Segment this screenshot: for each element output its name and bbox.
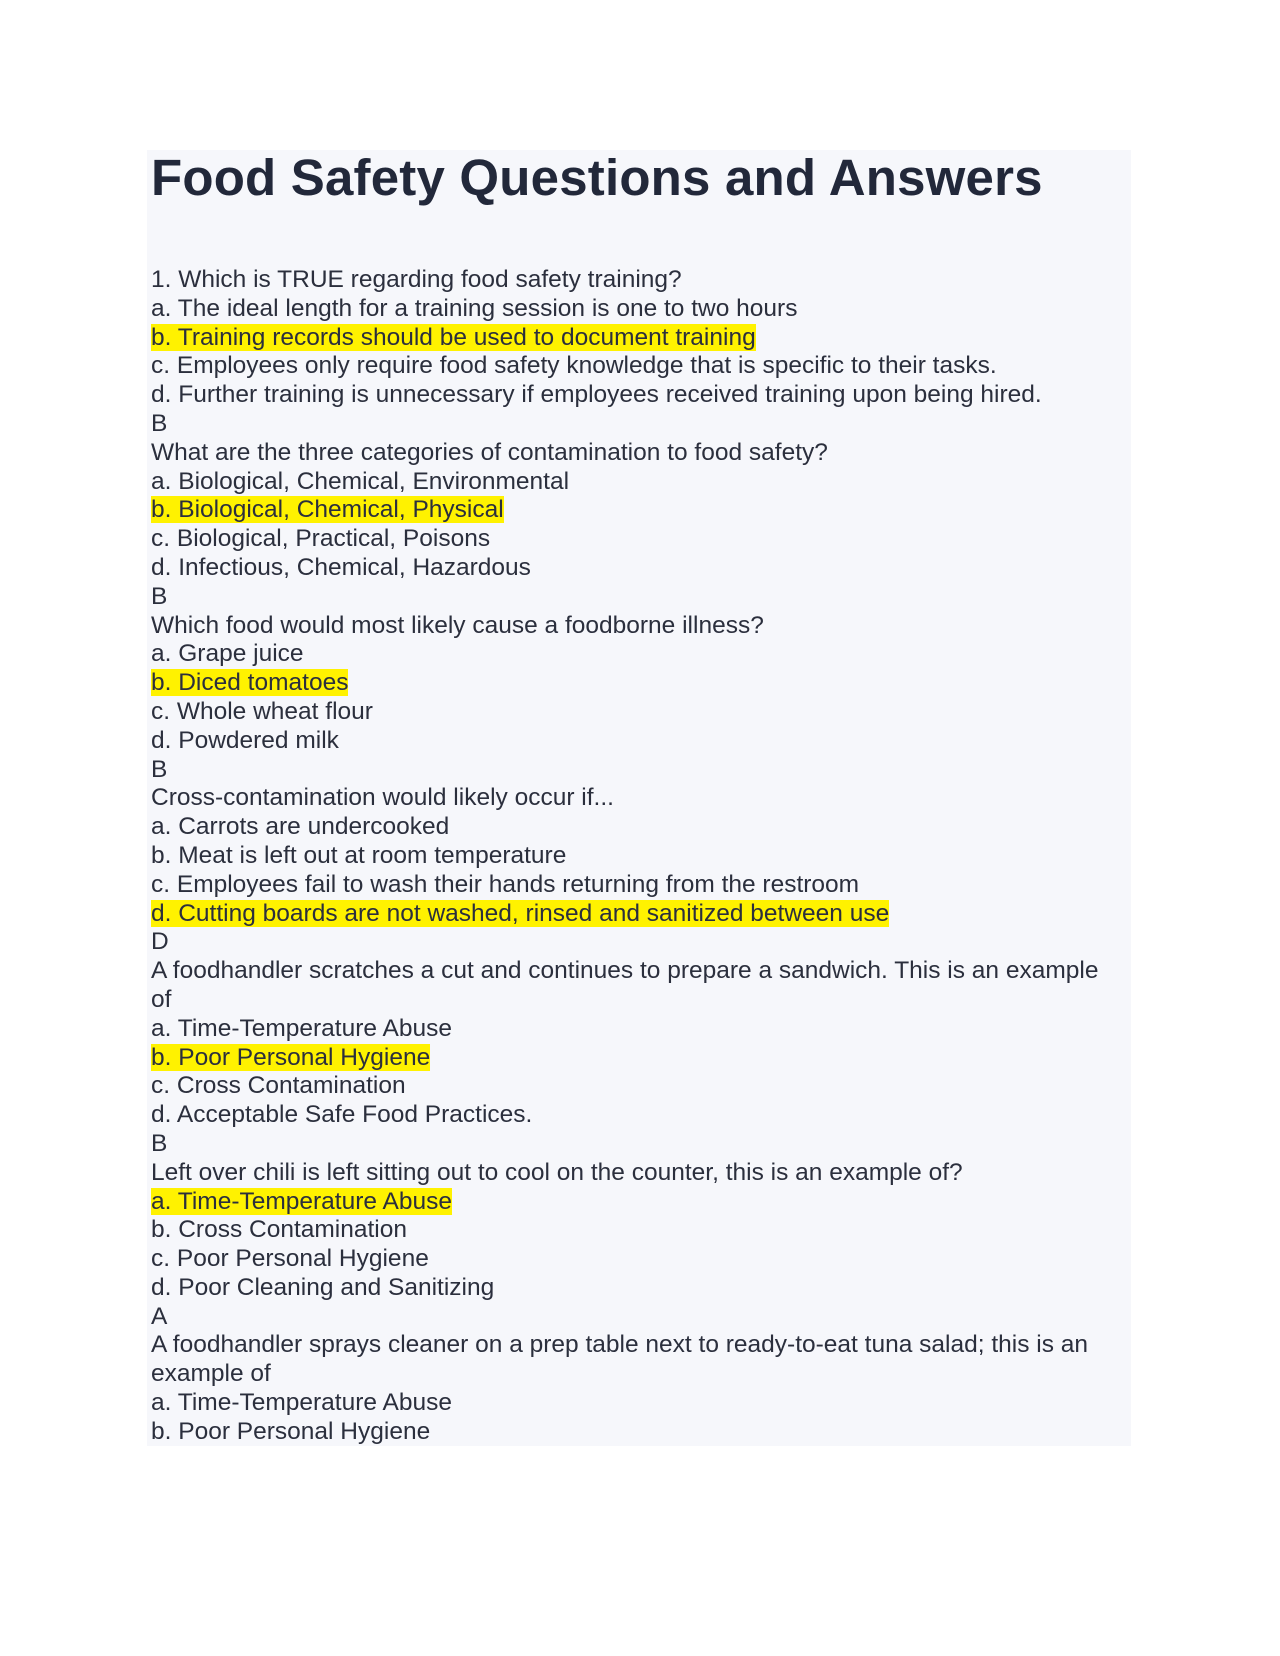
text-line bbox=[151, 612, 1131, 641]
line-text: D bbox=[151, 928, 169, 956]
line-text: b. Cross Contamination bbox=[151, 1216, 408, 1244]
line-text: c. Cross Contamination bbox=[151, 1072, 406, 1100]
text-line bbox=[151, 525, 1131, 554]
text-line bbox=[151, 1159, 1131, 1188]
line-text: Cross-contamination would likely occur if... bbox=[151, 784, 614, 812]
text-line bbox=[151, 1245, 1131, 1274]
text-line bbox=[151, 1389, 1131, 1418]
line-text: a. Time-Temperature Abuse bbox=[151, 1014, 452, 1042]
line-text: a. The ideal length for a training session is one to two hours bbox=[151, 294, 798, 322]
text-line bbox=[151, 410, 1131, 439]
line-text: Which food would most likely cause a foodborne illness? bbox=[151, 611, 764, 639]
page-title: Food Safety Questions and Answers bbox=[151, 149, 1043, 206]
text-line bbox=[151, 1072, 1131, 1101]
line-text: c. Employees only require food safety knowledge that is specific to their tasks. bbox=[151, 352, 997, 380]
text-line bbox=[151, 554, 1131, 583]
text-line bbox=[151, 468, 1131, 497]
line-text: a. Grape juice bbox=[151, 640, 304, 668]
text-line bbox=[151, 756, 1131, 785]
line-text: d. Poor Cleaning and Sanitizing bbox=[151, 1273, 495, 1301]
text-line bbox=[151, 496, 1131, 525]
text-line bbox=[151, 842, 1131, 871]
text-line bbox=[151, 698, 1131, 727]
line-text: B bbox=[151, 409, 168, 437]
text-line bbox=[151, 1044, 1131, 1073]
text-line bbox=[151, 640, 1131, 669]
text-line bbox=[151, 1331, 1131, 1360]
line-text: d. Further training is unnecessary if employees received training upon being hired. bbox=[151, 381, 1042, 409]
text-line bbox=[151, 784, 1131, 813]
line-text: B bbox=[151, 582, 168, 610]
highlighted-answer: b. Poor Personal Hygiene bbox=[151, 1043, 431, 1071]
line-text: B bbox=[151, 755, 168, 783]
highlighted-answer: b. Diced tomatoes bbox=[151, 669, 349, 697]
text-line bbox=[151, 871, 1131, 900]
line-text: d. Acceptable Safe Food Practices. bbox=[151, 1101, 533, 1129]
line-text: a. Carrots are undercooked bbox=[151, 813, 450, 841]
highlighted-answer: d. Cutting boards are not washed, rinsed and sanitized between use bbox=[151, 899, 890, 927]
text-line bbox=[151, 928, 1131, 957]
text-line bbox=[151, 900, 1131, 929]
text-line bbox=[151, 813, 1131, 842]
text-line bbox=[151, 1303, 1131, 1332]
text-line bbox=[151, 1360, 1131, 1389]
text-line bbox=[151, 1188, 1131, 1217]
text-line bbox=[151, 266, 1131, 295]
line-text: c. Employees fail to wash their hands returning from the restroom bbox=[151, 870, 860, 898]
text-line bbox=[151, 986, 1131, 1015]
line-text: What are the three categories of contamination to food safety? bbox=[151, 438, 828, 466]
text-line bbox=[151, 1101, 1131, 1130]
text-line bbox=[151, 352, 1131, 381]
text-line bbox=[151, 1216, 1131, 1245]
text-line bbox=[151, 1130, 1131, 1159]
text-line bbox=[151, 583, 1131, 612]
line-text: d. Infectious, Chemical, Hazardous bbox=[151, 553, 531, 581]
line-text: b. Poor Personal Hygiene bbox=[151, 1417, 431, 1445]
line-text: d. Powdered milk bbox=[151, 726, 339, 754]
line-text: a. Biological, Chemical, Environmental bbox=[151, 467, 570, 495]
text-line bbox=[151, 381, 1131, 410]
qa-content bbox=[151, 266, 1131, 1447]
line-text: c. Whole wheat flour bbox=[151, 697, 373, 725]
text-line bbox=[151, 669, 1131, 698]
line-text: of bbox=[151, 985, 172, 1013]
text-line bbox=[151, 1418, 1131, 1447]
line-text: c. Biological, Practical, Poisons bbox=[151, 525, 491, 553]
line-text: 1. Which is TRUE regarding food safety training? bbox=[151, 266, 682, 293]
line-text: Left over chili is left sitting out to cool on the counter, this is an example of? bbox=[151, 1158, 963, 1186]
line-text: A bbox=[151, 1302, 168, 1330]
highlighted-answer: b. Training records should be used to document training bbox=[151, 323, 756, 351]
highlighted-answer: b. Biological, Chemical, Physical bbox=[151, 496, 504, 524]
text-line bbox=[151, 1015, 1131, 1044]
text-line bbox=[151, 324, 1131, 353]
line-text: B bbox=[151, 1129, 168, 1157]
highlighted-answer: a. Time-Temperature Abuse bbox=[151, 1187, 452, 1215]
line-text: b. Meat is left out at room temperature bbox=[151, 841, 567, 869]
line-text: example of bbox=[151, 1360, 271, 1388]
text-line bbox=[151, 439, 1131, 468]
line-text: a. Time-Temperature Abuse bbox=[151, 1389, 452, 1417]
text-line bbox=[151, 957, 1131, 986]
text-line bbox=[151, 727, 1131, 756]
line-text: A foodhandler sprays cleaner on a prep table next to ready-to-eat tuna salad; this is an bbox=[151, 1331, 1089, 1359]
text-line bbox=[151, 1274, 1131, 1303]
line-text: c. Poor Personal Hygiene bbox=[151, 1245, 429, 1273]
line-text: A foodhandler scratches a cut and continues to prepare a sandwich. This is an example bbox=[151, 957, 1099, 985]
text-line bbox=[151, 295, 1131, 324]
